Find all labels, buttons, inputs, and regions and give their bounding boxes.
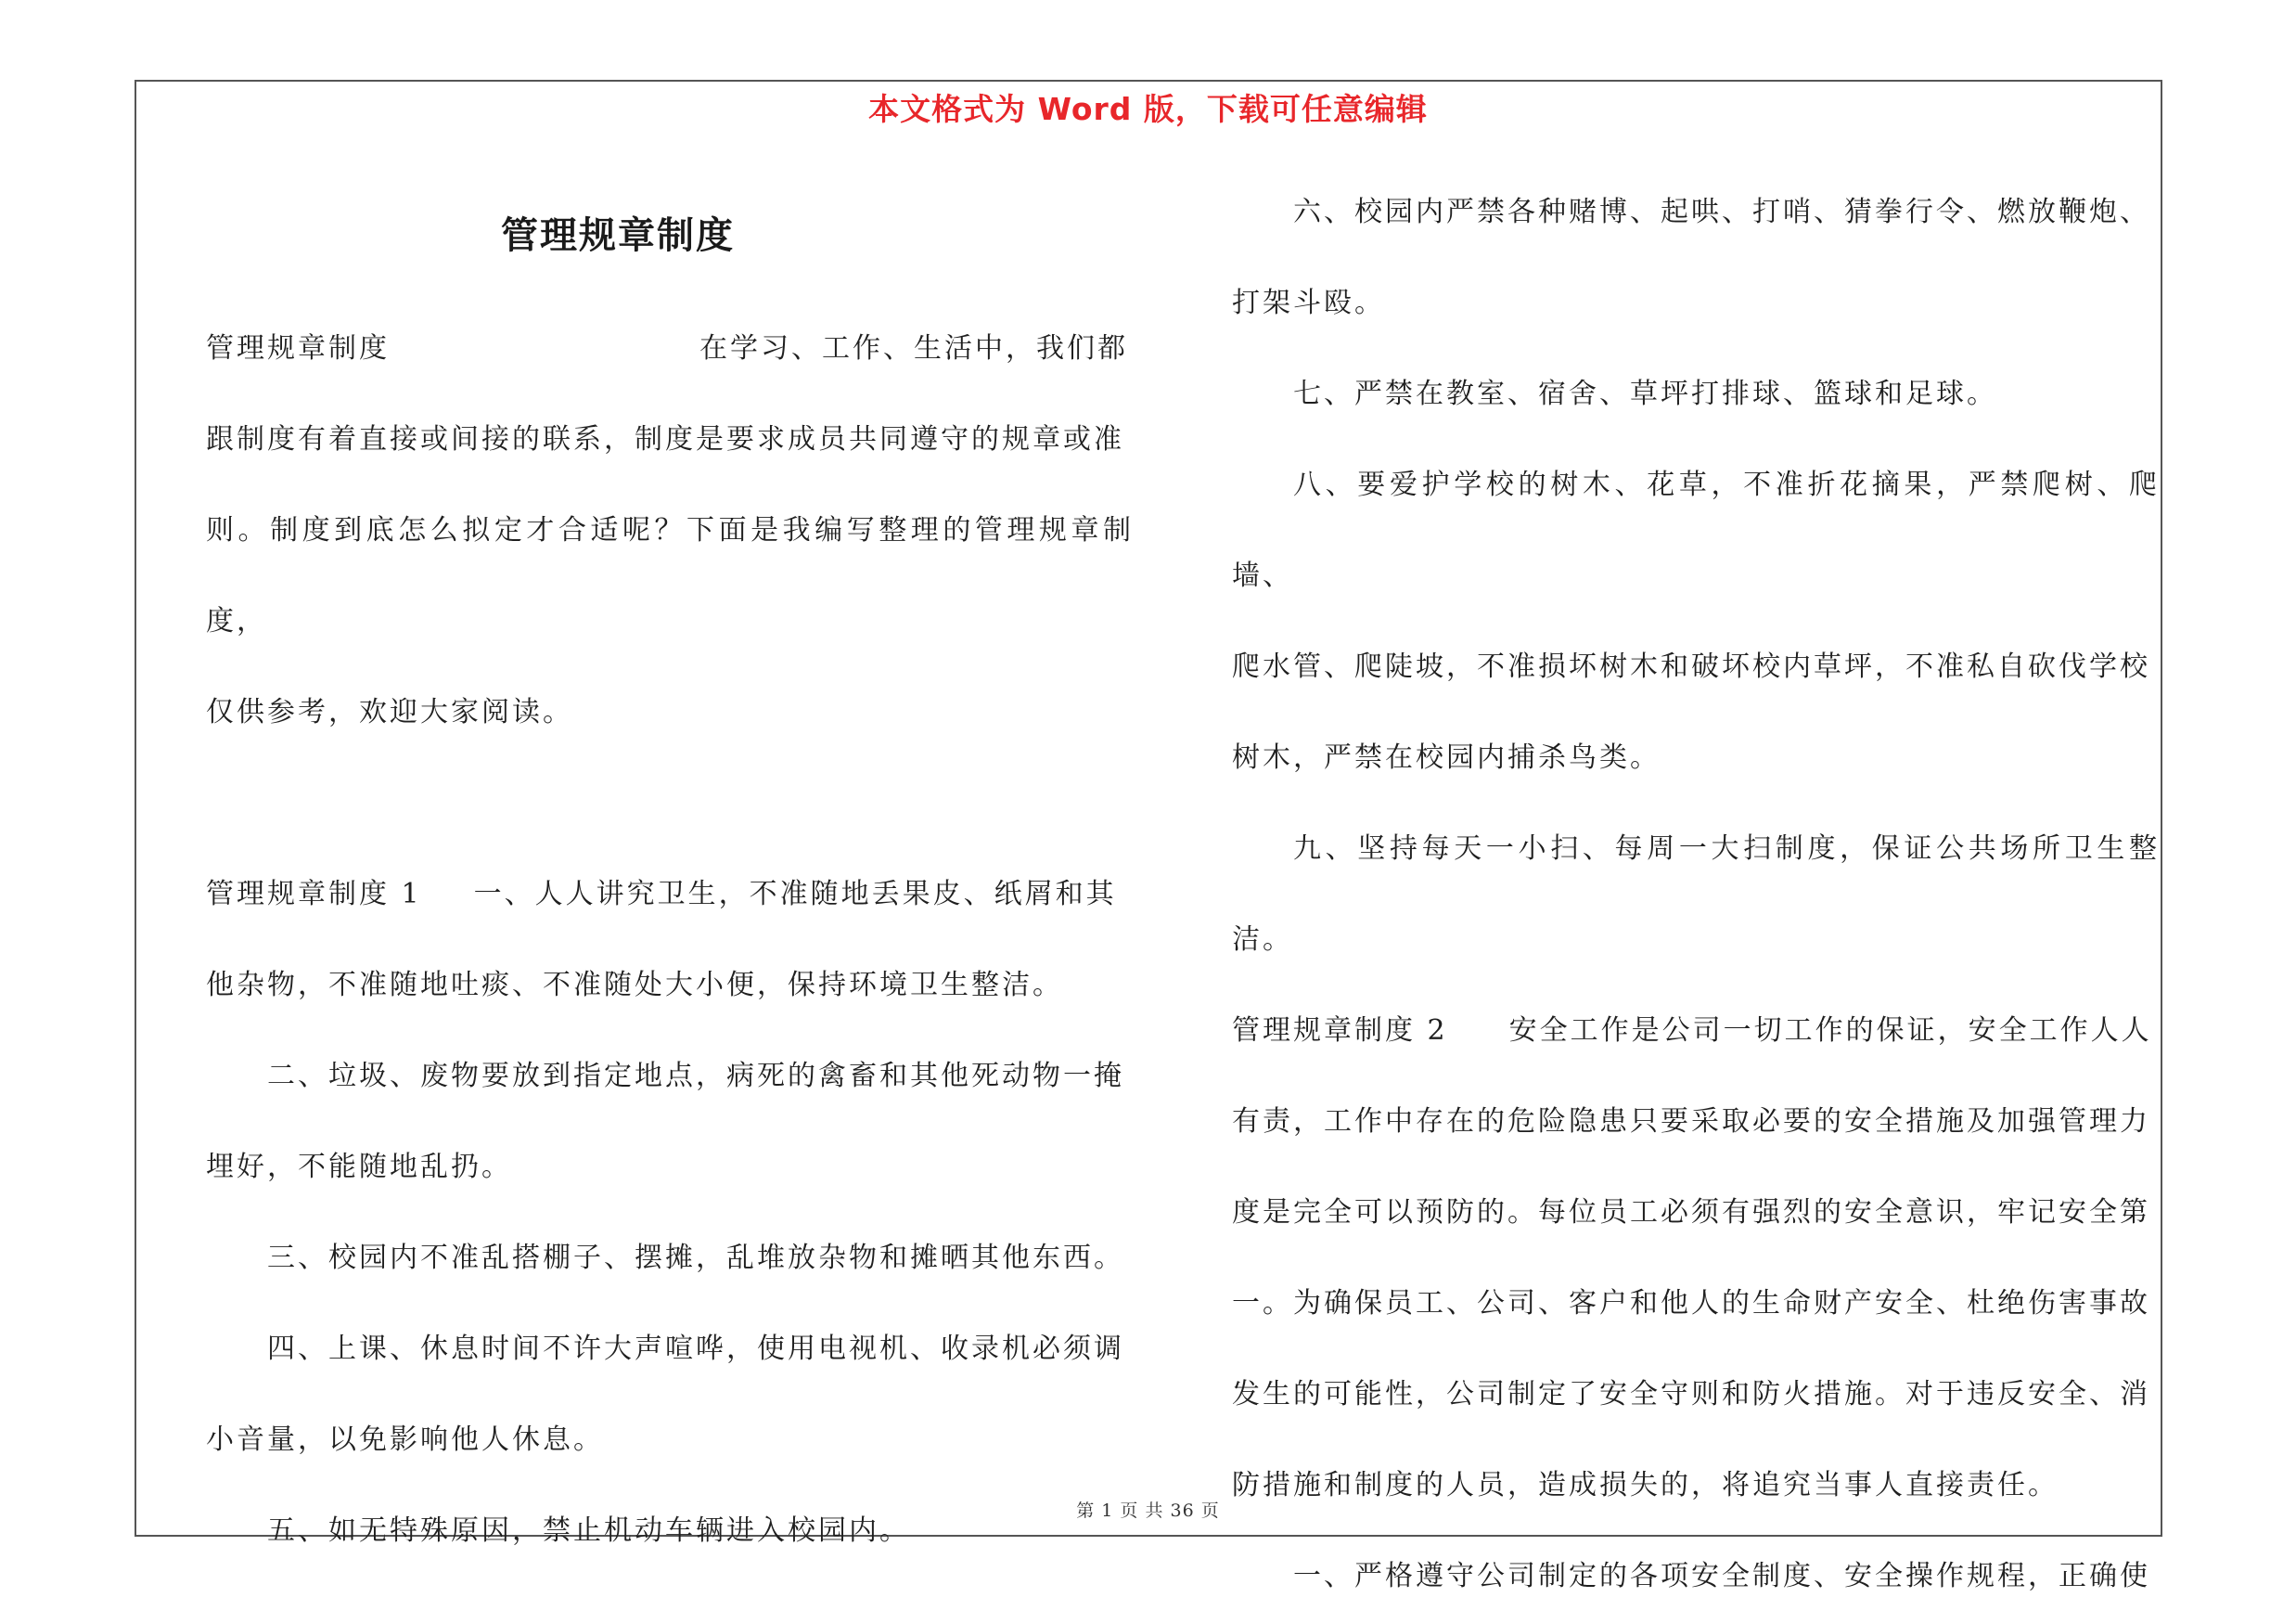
section-2-label: 管理规章制度 2 bbox=[1232, 1014, 1448, 1047]
section-1-label: 管理规章制度 1 bbox=[206, 878, 422, 910]
rule-2-line-1: 二、垃圾、废物要放到指定地点，病死的禽畜和其他死动物一掩 bbox=[267, 1060, 1124, 1092]
section-2-rule-1-line-1: 一、严格遵守公司制定的各项安全制度、安全操作规程，正确使 bbox=[1293, 1560, 2150, 1592]
rule-8-line-3: 树木，严禁在校园内捕杀鸟类。 bbox=[1232, 741, 1661, 774]
intro-line-1 bbox=[206, 303, 1134, 394]
rule-9-line-1: 九、坚持每天一小扫、每周一大扫制度，保证公共场所卫生整洁。 bbox=[1232, 832, 2160, 956]
rule-1-line-2: 他杂物，不准随地吐痰、不准随处大小便，保持环境卫生整洁。 bbox=[206, 969, 1063, 1001]
format-banner: 本文格式为 Word 版，下载可任意编辑 bbox=[868, 91, 1428, 127]
rule-6-line-2: 打架斗殴。 bbox=[1232, 287, 1385, 319]
rule-4-line-1: 四、上课、休息时间不许大声喧哗，使用电视机、收录机必须调 bbox=[267, 1333, 1124, 1365]
section-spacer bbox=[206, 758, 1134, 849]
section-2-line-3: 度是完全可以预防的。每位员工必须有强烈的安全意识，牢记安全第 bbox=[1232, 1196, 2150, 1229]
page-number-footer: 第 1 页 共 36 页 bbox=[1076, 1501, 1220, 1521]
section-2-line-5: 发生的可能性，公司制定了安全守则和防火措施。对于违反安全、消 bbox=[1232, 1378, 2150, 1410]
intro-label: 管理规章制度 bbox=[206, 332, 390, 365]
rule-5-line-1: 五、如无特殊原因，禁止机动车辆进入校园内。 bbox=[267, 1514, 910, 1547]
intro-line-1-tail: 在学习、工作、生活中，我们都 bbox=[699, 332, 1128, 365]
left-column bbox=[206, 303, 1134, 1577]
rule-6-line-1: 六、校园内严禁各种赌博、起哄、打哨、猜拳行令、燃放鞭炮、 bbox=[1293, 196, 2150, 228]
document-title: 管理规章制度 bbox=[501, 214, 735, 257]
section-2-line-1-tail: 安全工作是公司一切工作的保证，安全工作人人 bbox=[1508, 1014, 2152, 1047]
rule-7-line-1: 七、严禁在教室、宿舍、草坪打排球、篮球和足球。 bbox=[1293, 378, 1997, 410]
section-1-line-1 bbox=[206, 849, 1134, 940]
rule-8-line-2: 爬水管、爬陡坡，不准损坏树木和破坏校内草坪，不准私自砍伐学校 bbox=[1232, 650, 2150, 683]
section-2-line-4: 一。为确保员工、公司、客户和他人的生命财产安全、杜绝伤害事故 bbox=[1232, 1287, 2150, 1320]
rule-4-line-2: 小音量，以免影响他人休息。 bbox=[206, 1423, 604, 1456]
intro-line-4: 仅供参考，欢迎大家阅读。 bbox=[206, 696, 573, 728]
rule-2-line-2: 埋好，不能随地乱扔。 bbox=[206, 1151, 512, 1183]
intro-line-3: 则。制度到底怎么拟定才合适呢？下面是我编写整理的管理规章制度， bbox=[206, 514, 1134, 638]
rule-8-line-1: 八、要爱护学校的树木、花草，不准折花摘果，严禁爬树、爬墙、 bbox=[1232, 469, 2160, 592]
rule-1-line-1: 一、人人讲究卫生，不准随地丢果皮、纸屑和其 bbox=[473, 878, 1117, 910]
section-2-line-1 bbox=[1232, 985, 2160, 1076]
right-column bbox=[1232, 167, 2160, 1622]
rule-3-line-1: 三、校园内不准乱搭棚子、摆摊，乱堆放杂物和摊晒其他东西。 bbox=[267, 1242, 1124, 1274]
section-2-line-6: 防措施和制度的人员，造成损失的，将追究当事人直接责任。 bbox=[1232, 1469, 2059, 1501]
intro-line-2: 跟制度有着直接或间接的联系，制度是要求成员共同遵守的规章或准 bbox=[206, 423, 1124, 456]
section-2-line-2: 有责，工作中存在的危险隐患只要采取必要的安全措施及加强管理力 bbox=[1232, 1105, 2150, 1138]
